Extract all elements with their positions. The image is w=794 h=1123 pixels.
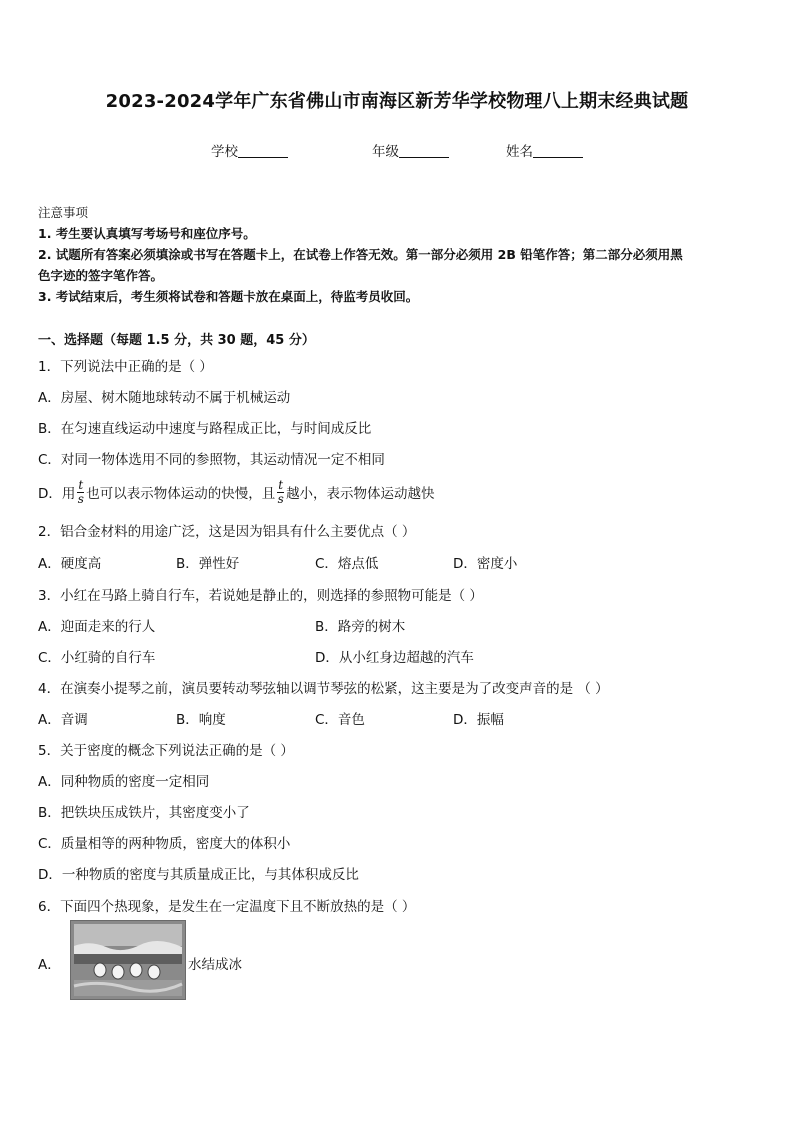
fraction-numerator: t (78, 477, 84, 492)
option-c: C．质量相等的两种物质，密度大的体积小 (38, 836, 291, 852)
option-a-caption: 水结成冰 (188, 957, 242, 973)
option-d: D．振幅 (453, 712, 504, 728)
page-title: 2023-2024学年广东省佛山市南海区新芳华学校物理八上期末经典试题 (105, 91, 689, 112)
water-freezing-illustration (70, 920, 186, 1000)
fraction-t-over-s (77, 479, 84, 506)
image-dark-strip (74, 954, 182, 964)
option-b: B．把铁块压成铁片，其密度变小了 (38, 805, 250, 821)
option-a: A．同种物质的密度一定相同 (38, 774, 210, 790)
option-a: A．房屋、树木随地球转动不属于机械运动 (38, 390, 291, 406)
option-b: B．在匀速直线运动中速度与路程成正比，与时间成反比 (38, 421, 372, 437)
question-stem: 5．关于密度的概念下列说法正确的是（ ） (38, 743, 294, 759)
image-icicle (94, 963, 106, 977)
image-icicle (130, 963, 142, 977)
fraction-numerator: t (278, 477, 284, 492)
name-field (506, 140, 583, 160)
school-label: 学校 (211, 144, 238, 160)
question-stem: 6．下面四个热现象，是发生在一定温度下且不断放热的是（ ） (38, 899, 416, 915)
school-field (211, 140, 288, 160)
notice-item: 3. 考试结束后，考生须将试卷和答题卡放在桌面上，待监考员收回。 (38, 289, 419, 304)
question-stem: 1．下列说法中正确的是（ ） (38, 359, 213, 375)
option-c: C．小红骑的自行车 (38, 650, 156, 666)
school-blank (238, 143, 288, 158)
option-d-middle: 也可以表示物体运动的快慢，且 (86, 486, 276, 502)
option-a: A．硬度高 (38, 556, 102, 572)
fraction-denominator: s (277, 491, 284, 506)
option-d: D．从小红身边超越的汽车 (315, 650, 474, 666)
question-stem: 2．铝合金材料的用途广泛，这是因为铝具有什么主要优点（ ） (38, 524, 416, 540)
option-d: D．一种物质的密度与其质量成正比，与其体积成反比 (38, 867, 359, 883)
option-b: B．弹性好 (176, 556, 240, 572)
image-icicle (148, 965, 160, 979)
fraction-t-over-s (277, 479, 284, 506)
option-a-label: A． (38, 957, 61, 973)
grade-field (372, 140, 449, 160)
notice-item: 1. 考生要认真填写考场号和座位序号。 (38, 226, 256, 241)
option-d: D．密度小 (453, 556, 518, 572)
question-stem: 3．小红在马路上骑自行车，若说她是静止的，则选择的参照物可能是（ ） (38, 588, 483, 604)
option-c: C．熔点低 (315, 556, 379, 572)
image-icicle (112, 965, 124, 979)
option-c: C．对同一物体选用不同的参照物，其运动情况一定不相同 (38, 452, 385, 468)
ice-image (70, 920, 186, 1000)
notice-item: 2. 试题所有答案必须填涂或书写在答题卡上，在试卷上作答无效。第一部分必须用 2B 铅笔作答；第二部分必须用黑 (38, 247, 683, 262)
option-b: B．响度 (176, 712, 226, 728)
option-a: A．音调 (38, 712, 88, 728)
notice-item: 色字迹的签字笔作答。 (38, 268, 164, 283)
name-blank (533, 143, 583, 158)
grade-blank (399, 143, 449, 158)
grade-label: 年级 (372, 144, 399, 160)
option-b: B．路旁的树木 (315, 619, 406, 635)
option-c: C．音色 (315, 712, 365, 728)
name-label: 姓名 (506, 144, 533, 160)
question-stem: 4．在演奏小提琴之前，演员要转动琴弦轴以调节琴弦的松紧，这主要是为了改变声音的是 （ ） (38, 681, 609, 697)
section-heading: 一、选择题（每题 1.5 分，共 30 题，45 分） (38, 333, 315, 348)
option-d (38, 474, 435, 510)
option-d-suffix: 越小，表示物体运动越快 (286, 486, 435, 502)
fraction-denominator: s (77, 491, 84, 506)
notice-heading: 注意事项 (38, 205, 89, 220)
option-d-prefix: D．用 (38, 486, 76, 502)
option-a: A．迎面走来的行人 (38, 619, 156, 635)
